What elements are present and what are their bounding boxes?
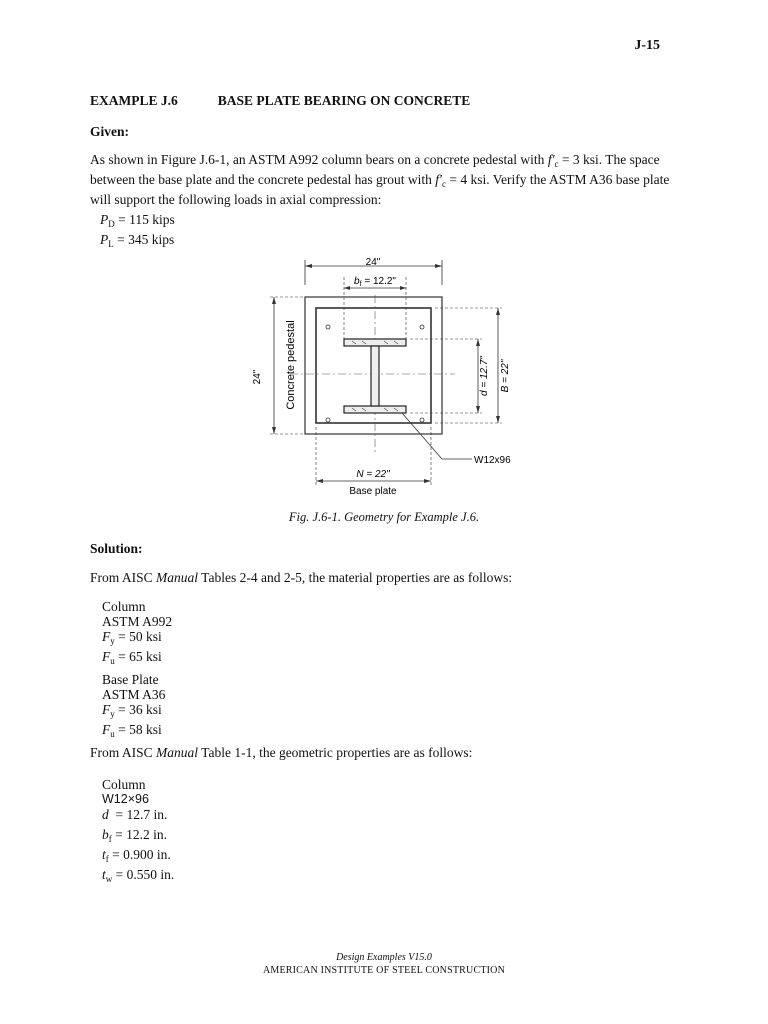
web-thickness-prop — [102, 867, 174, 887]
geometric-intro-pre: From AISC — [90, 745, 157, 760]
section-designation: W12×96 — [102, 792, 149, 806]
load-subscript: D — [108, 219, 115, 229]
given-label: Given: — [90, 124, 129, 139]
left-dimension-label: 24" — [252, 369, 263, 385]
prop-symbol: b — [102, 827, 109, 842]
anchor-hole — [326, 418, 330, 422]
geometric-intro-post: Table 1-1, the geometric properties are as follows: — [198, 745, 473, 760]
load-symbol: P — [100, 212, 109, 227]
section-label: W12x96 — [474, 455, 511, 466]
anchor-hole — [326, 325, 330, 329]
plate-fu — [102, 722, 165, 742]
B-dimension-label: B = 22" — [500, 359, 511, 393]
footer-publisher: AMERICAN INSTITUTE OF STEEL CONSTRUCTION — [262, 965, 506, 976]
prop-value: = 58 ksi — [114, 722, 162, 737]
given-text-2: = 3 ksi. The space between the base plate and the concrete pedestal has grout with — [90, 152, 660, 187]
prop-symbol: F — [102, 702, 111, 717]
bf-dimension-label — [354, 276, 396, 288]
plate-fy — [102, 702, 165, 722]
prop-value: = 65 ksi — [114, 649, 162, 664]
plate-heading: Base Plate — [102, 672, 159, 687]
geometric-intro — [90, 745, 682, 761]
prop-value: = 50 ksi — [114, 629, 162, 644]
solution-label: Solution: — [90, 541, 143, 556]
material-intro-post: Tables 2-4 and 2-5, the material properties are as follows: — [198, 570, 513, 585]
d-dimension-label: d = 12.7" — [479, 356, 490, 396]
given-text-1: As shown in Figure J.6-1, an ASTM A992 column bears on a concrete pedestal with — [90, 152, 548, 167]
material-intro-pre: From AISC — [90, 570, 157, 585]
fc-grout-subscript: c — [441, 179, 446, 189]
column-fy — [102, 629, 172, 649]
bf-symbol: b — [354, 276, 360, 287]
top-dimension-label: 24" — [365, 257, 381, 268]
column-section — [344, 339, 406, 413]
section-leader — [402, 413, 472, 459]
plate-material-block — [102, 672, 165, 742]
N-dimension-label: N = 22" — [356, 469, 390, 480]
anchor-hole — [420, 418, 424, 422]
material-intro — [90, 570, 682, 586]
prop-subscript: y — [110, 636, 115, 646]
dead-load — [100, 212, 175, 232]
figure-caption: Fig. J.6-1. Geometry for Example J.6. — [288, 510, 480, 524]
prop-symbol: F — [102, 649, 111, 664]
page-number: J-15 — [634, 38, 660, 53]
prop-value: = 36 ksi — [114, 702, 162, 717]
footer-publication: Design Examples V15.0 — [336, 952, 432, 963]
prop-subscript: f — [105, 854, 109, 864]
example-heading — [90, 93, 470, 109]
prop-value: = 12.2 in. — [111, 827, 167, 842]
depth-prop — [102, 807, 174, 827]
column-geometry-block — [102, 777, 174, 887]
prop-symbol: d — [102, 807, 109, 822]
prop-symbol: t — [102, 867, 106, 882]
prop-symbol: F — [102, 722, 111, 737]
column-fu — [102, 649, 172, 669]
prop-value: = 0.550 in. — [112, 867, 175, 882]
load-subscript: L — [108, 239, 114, 249]
bf-subscript: f — [359, 281, 362, 288]
fc-subscript: c — [554, 159, 559, 169]
base-plate-figure — [250, 255, 540, 505]
prop-subscript: u — [110, 656, 115, 666]
load-list — [100, 212, 175, 252]
bf-value: = 12.2" — [361, 276, 396, 287]
pedestal-label: Concrete pedestal — [285, 320, 297, 410]
example-number: EXAMPLE J.6 — [90, 93, 178, 108]
prop-symbol: t — [102, 847, 106, 862]
flange-thickness-prop — [102, 847, 174, 867]
load-value: = 115 kips — [114, 212, 175, 227]
column-heading: Column — [102, 599, 146, 614]
prop-symbol: F — [102, 629, 111, 644]
given-paragraph — [90, 152, 682, 208]
column-astm: ASTM A992 — [102, 614, 173, 629]
prop-value: = 12.7 in. — [108, 807, 168, 822]
manual-reference: Manual — [156, 570, 199, 585]
geometry-heading: Column — [102, 777, 146, 792]
flange-width-prop — [102, 827, 174, 847]
load-value: = 345 kips — [113, 232, 175, 247]
live-load — [100, 232, 175, 252]
given-text-3: = 4 ksi. Verify the ASTM A36 base plate will support the following loads in axial compression: — [90, 172, 670, 207]
load-symbol: P — [100, 232, 109, 247]
plate-label: Base plate — [349, 486, 397, 497]
prop-subscript: w — [105, 874, 113, 884]
fc-grout-symbol: f′ — [435, 172, 442, 187]
column-material-block — [102, 599, 172, 669]
prop-subscript: f — [108, 834, 112, 844]
prop-value: = 0.900 in. — [108, 847, 171, 862]
prop-subscript: u — [110, 729, 115, 739]
example-title: BASE PLATE BEARING ON CONCRETE — [217, 93, 471, 108]
anchor-hole — [420, 325, 424, 329]
prop-subscript: y — [110, 709, 115, 719]
manual-reference: Manual — [156, 745, 199, 760]
fc-symbol: f′ — [547, 152, 555, 167]
plate-astm: ASTM A36 — [102, 687, 166, 702]
